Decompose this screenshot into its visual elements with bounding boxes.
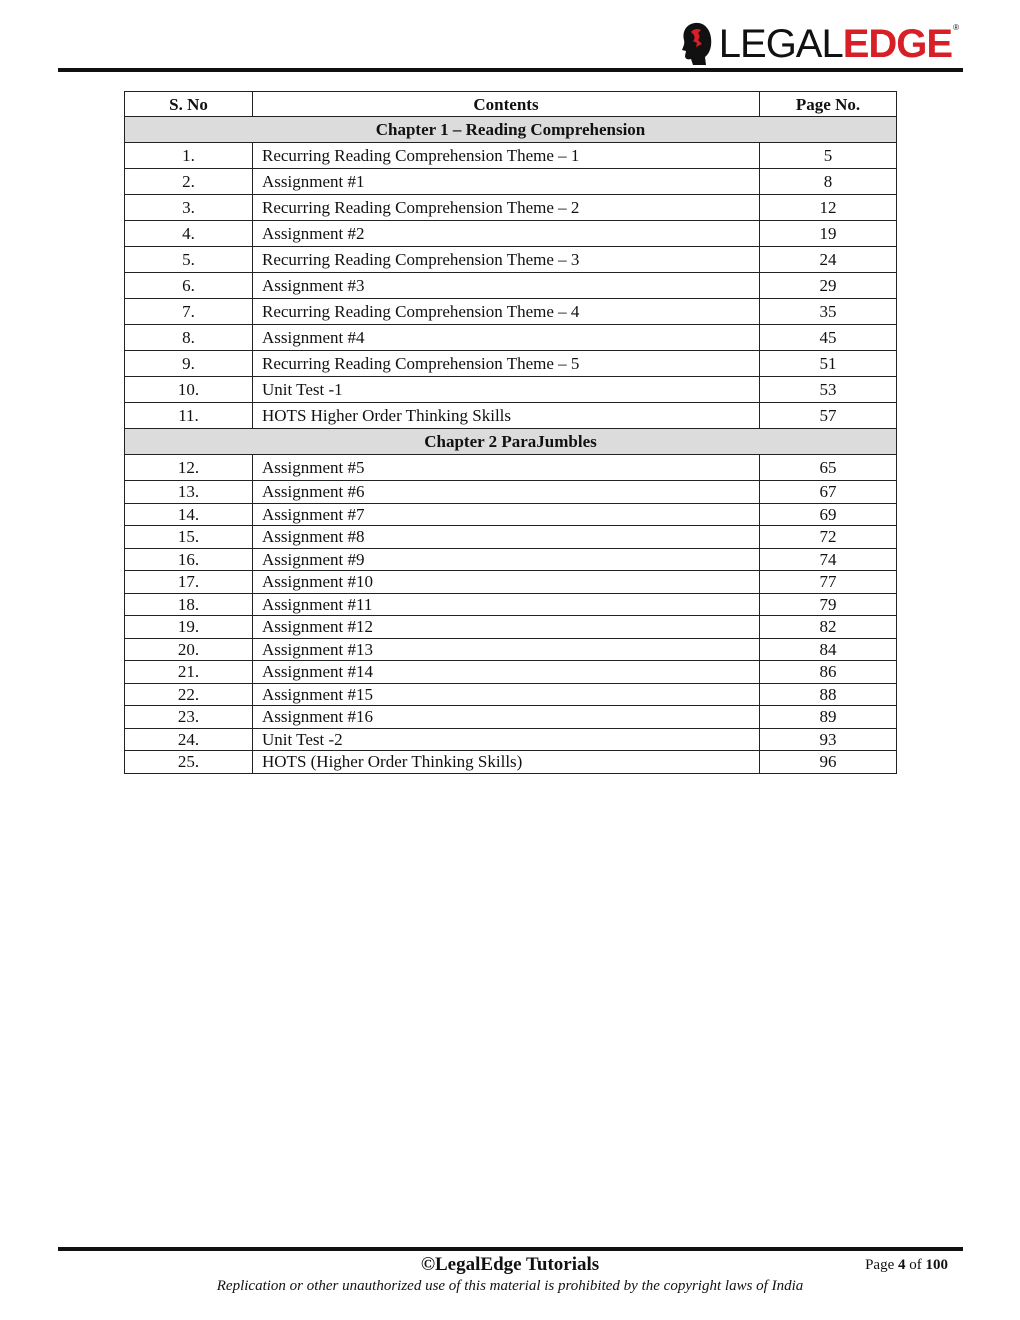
table-row <box>125 593 897 616</box>
row-content: Assignment #5 <box>253 455 760 481</box>
row-content: Assignment #15 <box>253 683 760 706</box>
table-row <box>125 273 897 299</box>
row-page: 57 <box>760 403 897 429</box>
chapter-row <box>125 117 897 143</box>
row-page: 82 <box>760 616 897 639</box>
table-row <box>125 143 897 169</box>
logo-edge-text: EDGE <box>842 22 953 66</box>
row-content: Assignment #2 <box>253 221 760 247</box>
row-page: 19 <box>760 221 897 247</box>
row-content: Recurring Reading Comprehension Theme – 4 <box>253 299 760 325</box>
row-content: Assignment #7 <box>253 503 760 526</box>
row-content: Assignment #1 <box>253 169 760 195</box>
table-row <box>125 706 897 729</box>
table-row <box>125 728 897 751</box>
row-content: Assignment #11 <box>253 593 760 616</box>
row-sno: 18. <box>125 593 253 616</box>
row-content: Recurring Reading Comprehension Theme – 2 <box>253 195 760 221</box>
row-sno: 12. <box>125 455 253 481</box>
header-contents: Contents <box>253 92 760 117</box>
table-row <box>125 548 897 571</box>
header-rule <box>58 68 963 72</box>
row-page: 12 <box>760 195 897 221</box>
row-page: 88 <box>760 683 897 706</box>
row-sno: 9. <box>125 351 253 377</box>
row-content: HOTS (Higher Order Thinking Skills) <box>253 751 760 774</box>
page-total: 100 <box>925 1257 948 1273</box>
table-row <box>125 325 897 351</box>
table-row <box>125 661 897 684</box>
table-row <box>125 455 897 481</box>
row-content: Recurring Reading Comprehension Theme – 3 <box>253 247 760 273</box>
table-row <box>125 351 897 377</box>
table-row <box>125 481 897 504</box>
row-content: Unit Test -1 <box>253 377 760 403</box>
row-sno: 21. <box>125 661 253 684</box>
row-content: Assignment #10 <box>253 571 760 594</box>
table-row <box>125 247 897 273</box>
row-page: 5 <box>760 143 897 169</box>
table-row <box>125 616 897 639</box>
row-sno: 16. <box>125 548 253 571</box>
row-page: 8 <box>760 169 897 195</box>
row-page: 77 <box>760 571 897 594</box>
row-sno: 23. <box>125 706 253 729</box>
table-row <box>125 526 897 549</box>
row-content: Assignment #9 <box>253 548 760 571</box>
row-page: 79 <box>760 593 897 616</box>
footer-rule <box>58 1247 963 1251</box>
row-content: Assignment #4 <box>253 325 760 351</box>
row-content: Assignment #16 <box>253 706 760 729</box>
table-row <box>125 299 897 325</box>
table-row <box>125 377 897 403</box>
row-page: 45 <box>760 325 897 351</box>
row-page: 24 <box>760 247 897 273</box>
page-current: 4 <box>898 1257 906 1273</box>
row-sno: 7. <box>125 299 253 325</box>
row-sno: 13. <box>125 481 253 504</box>
row-sno: 25. <box>125 751 253 774</box>
row-sno: 2. <box>125 169 253 195</box>
row-sno: 10. <box>125 377 253 403</box>
row-page: 72 <box>760 526 897 549</box>
table-row <box>125 221 897 247</box>
table-row <box>125 751 897 774</box>
row-sno: 5. <box>125 247 253 273</box>
row-content: Assignment #8 <box>253 526 760 549</box>
row-sno: 4. <box>125 221 253 247</box>
page-of: of <box>909 1257 922 1273</box>
chapter-row <box>125 429 897 455</box>
row-sno: 11. <box>125 403 253 429</box>
row-page: 84 <box>760 638 897 661</box>
registered-mark: ® <box>953 23 958 32</box>
row-page: 89 <box>760 706 897 729</box>
row-page: 29 <box>760 273 897 299</box>
chapter-title: Chapter 1 – Reading Comprehension <box>125 117 897 143</box>
row-page: 69 <box>760 503 897 526</box>
table-row <box>125 638 897 661</box>
row-content: HOTS Higher Order Thinking Skills <box>253 403 760 429</box>
row-page: 93 <box>760 728 897 751</box>
row-content: Assignment #14 <box>253 661 760 684</box>
row-sno: 24. <box>125 728 253 751</box>
table-body <box>125 117 897 774</box>
row-sno: 19. <box>125 616 253 639</box>
table-header-row <box>125 92 897 117</box>
row-content: Assignment #12 <box>253 616 760 639</box>
row-page: 53 <box>760 377 897 403</box>
logo-wordmark <box>719 24 958 64</box>
table-row <box>125 169 897 195</box>
row-page: 67 <box>760 481 897 504</box>
row-content: Recurring Reading Comprehension Theme – 1 <box>253 143 760 169</box>
header-sno: S. No <box>125 92 253 117</box>
row-sno: 8. <box>125 325 253 351</box>
row-page: 65 <box>760 455 897 481</box>
row-page: 74 <box>760 548 897 571</box>
row-sno: 17. <box>125 571 253 594</box>
row-sno: 15. <box>125 526 253 549</box>
table-row <box>125 571 897 594</box>
row-sno: 3. <box>125 195 253 221</box>
page-number <box>865 1257 948 1274</box>
page-prefix: Page <box>865 1257 895 1273</box>
row-content: Assignment #3 <box>253 273 760 299</box>
legaledge-logo <box>681 20 958 68</box>
row-sno: 22. <box>125 683 253 706</box>
row-page: 35 <box>760 299 897 325</box>
table-row <box>125 403 897 429</box>
table-row <box>125 195 897 221</box>
table-row <box>125 503 897 526</box>
row-sno: 14. <box>125 503 253 526</box>
row-page: 51 <box>760 351 897 377</box>
chapter-title: Chapter 2 ParaJumbles <box>125 429 897 455</box>
row-sno: 20. <box>125 638 253 661</box>
row-sno: 1. <box>125 143 253 169</box>
row-content: Recurring Reading Comprehension Theme – 5 <box>253 351 760 377</box>
row-page: 86 <box>760 661 897 684</box>
row-content: Assignment #13 <box>253 638 760 661</box>
head-silhouette-icon <box>681 21 713 67</box>
contents-table <box>124 91 897 774</box>
header-page: Page No. <box>760 92 897 117</box>
row-sno: 6. <box>125 273 253 299</box>
table-row <box>125 683 897 706</box>
logo-legal-text: LEGAL <box>718 22 843 66</box>
row-content: Assignment #6 <box>253 481 760 504</box>
copyright-notice: Replication or other unauthorized use of this material is prohibited by the copyright laws of India <box>216 1278 804 1294</box>
row-content: Unit Test -2 <box>253 728 760 751</box>
footer-title: ©LegalEdge Tutorials <box>420 1254 600 1275</box>
row-page: 96 <box>760 751 897 774</box>
